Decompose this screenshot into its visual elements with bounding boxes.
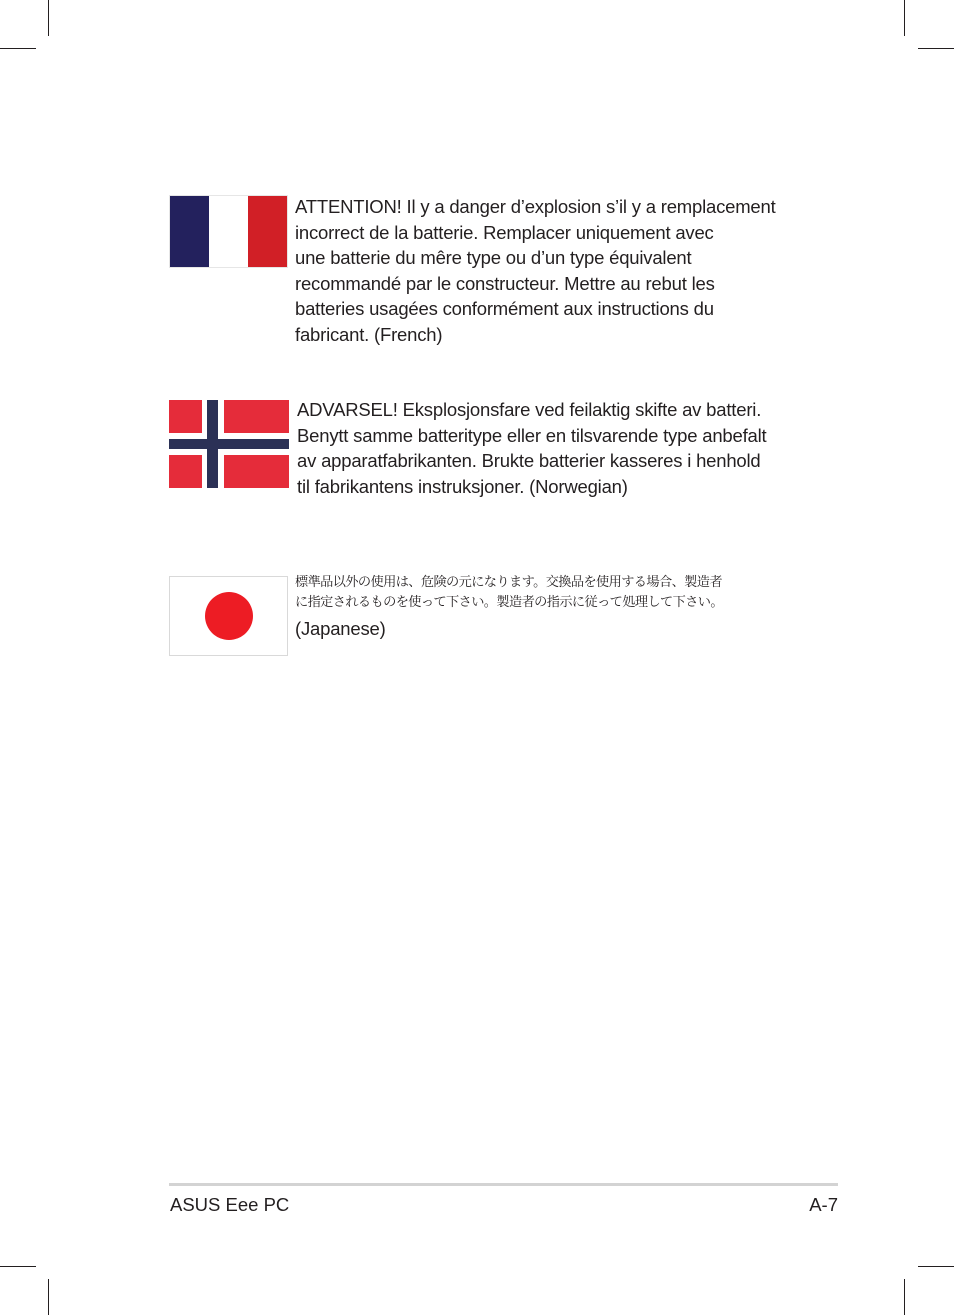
- crop-mark: [918, 1266, 954, 1267]
- footer-product-name: ASUS Eee PC: [170, 1194, 290, 1215]
- japanese-language-label: (Japanese): [295, 618, 386, 639]
- footer-divider: [169, 1183, 838, 1186]
- norway-flag-icon: [169, 400, 289, 488]
- japanese-warning-line-1: 標準品以外の使用は、危険の元になります。交換品を使用する場合、製造者: [295, 575, 722, 590]
- crop-mark: [48, 1279, 49, 1315]
- french-warning-text: ATTENTION! Il y a danger d’explosion s’il y a remplacement incorrect de la batterie. Remplacer uniquement avec une batterie du mêre type ou d’un type équivalent recommandé par le constructeur. Mettre au rebut les batteries usagées conformément aux instructions du fabricant. (French): [295, 196, 776, 345]
- france-flag-icon: [169, 195, 288, 268]
- japan-flag-icon: [169, 576, 288, 656]
- crop-mark: [904, 0, 905, 36]
- crop-mark: [0, 48, 36, 49]
- crop-mark: [48, 0, 49, 36]
- crop-mark: [0, 1266, 36, 1267]
- norwegian-warning-text: ADVARSEL! Eksplosjonsfare ved feilaktig skifte av batteri. Benytt samme batteritype eller en tilsvarende type anbefalt av apparatfabrikanten. Brukte batterier kasseres i henhold til fabrikantens instruksjoner. (Norwegian): [297, 399, 767, 497]
- japanese-warning-line-2: に指定されるものを使って下さい。製造者の指示に従って処理して下さい。: [295, 595, 723, 610]
- crop-mark: [904, 1279, 905, 1315]
- page-number: A-7: [809, 1194, 838, 1215]
- crop-mark: [918, 48, 954, 49]
